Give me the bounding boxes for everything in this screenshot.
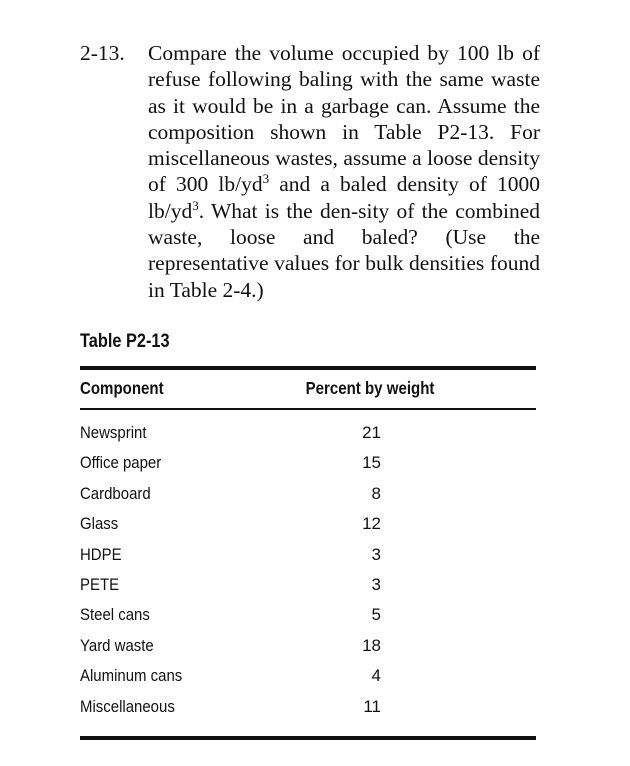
row-component: Steel cans bbox=[80, 605, 150, 625]
row-component: Aluminum cans bbox=[80, 666, 183, 686]
table-bottom-rule bbox=[80, 736, 536, 740]
problem-number: 2-13. bbox=[80, 41, 125, 65]
row-percent: 3 bbox=[371, 544, 381, 564]
table-row bbox=[80, 421, 536, 451]
table-row bbox=[80, 603, 536, 633]
row-percent: 21 bbox=[362, 423, 381, 442]
problem-text-part-1: Compare the volume occupied by 100 lb of refuse following baling with the same waste as it would be in a garbage can. Assume the composition shown in Table P2-13. For miscellaneous wastes, assume a loose density of 300 lb/yd bbox=[148, 41, 540, 197]
row-percent: 8 bbox=[371, 483, 381, 503]
problem-text-part-2: and a baled density of 1000 lb/yd bbox=[148, 172, 540, 223]
table-row bbox=[80, 573, 536, 603]
row-component: Glass bbox=[80, 514, 119, 534]
table-row bbox=[80, 482, 536, 512]
row-percent: 18 bbox=[362, 635, 381, 655]
table-row bbox=[80, 634, 536, 664]
table-top-rule bbox=[80, 366, 536, 370]
row-percent: 3 bbox=[371, 574, 381, 594]
row-component: PETE bbox=[80, 574, 120, 594]
table-row bbox=[80, 543, 536, 573]
table-row bbox=[80, 695, 536, 725]
row-component: Miscellaneous bbox=[80, 696, 175, 716]
row-percent: 4 bbox=[371, 666, 381, 686]
problem-statement bbox=[80, 40, 540, 303]
problem-text-part-3: . What is the den-sity of the combined waste, loose and baled? (Use the representative values for bulk densities found in Table 2-4.) bbox=[148, 198, 540, 302]
row-component: Newsprint bbox=[80, 423, 147, 442]
row-component: Office paper bbox=[80, 453, 162, 473]
row-percent: 5 bbox=[371, 605, 381, 625]
table-title: Table P2-13 bbox=[80, 331, 170, 352]
row-component: Yard waste bbox=[80, 635, 154, 655]
row-component: HDPE bbox=[80, 544, 122, 564]
problem-text bbox=[148, 40, 540, 303]
row-component: Cardboard bbox=[80, 483, 151, 503]
table-header-rule bbox=[80, 408, 536, 410]
row-percent: 12 bbox=[362, 514, 381, 534]
row-percent: 15 bbox=[362, 453, 381, 473]
row-percent: 11 bbox=[363, 696, 381, 716]
table-row bbox=[80, 451, 536, 481]
table-row bbox=[80, 512, 536, 542]
column-header-component: Component bbox=[80, 378, 164, 398]
column-header-percent: Percent by weight bbox=[305, 378, 435, 398]
superscript-cubed-1: 3 bbox=[262, 171, 270, 187]
superscript-cubed-2: 3 bbox=[192, 197, 199, 213]
table-body bbox=[80, 421, 536, 725]
table-row bbox=[80, 664, 536, 694]
